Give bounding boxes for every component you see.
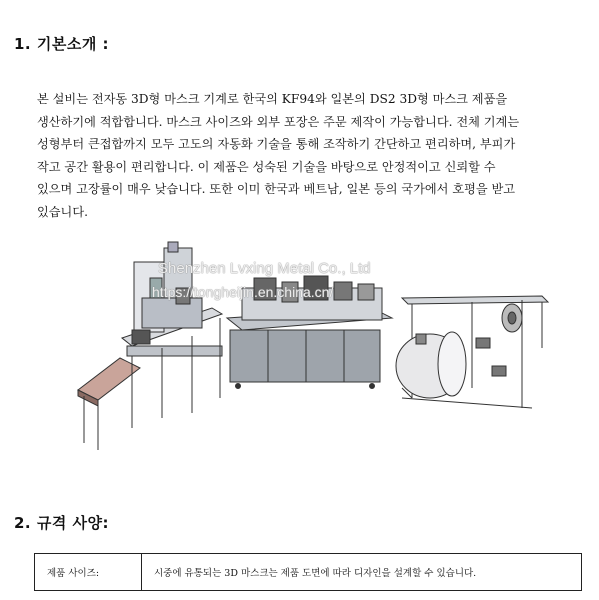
output-conveyor	[78, 358, 140, 450]
intro-line: 있으며 고장률이 매우 낮습니다. 또한 이미 한국과 베트남, 일본 등의 국가에서 호평을 받고	[37, 182, 516, 196]
spec-table	[34, 553, 582, 591]
intro-paragraph	[37, 88, 567, 223]
spec-value: 시중에 유통되는 3D 마스크는 제품 도면에 따라 디자인을 설계할 수 있습니다.	[142, 554, 582, 591]
intro-line: 본 설비는 전자동 3D형 마스크 기계로 한국의 KF94와 일본의 DS2 3D형 마스크 제품을	[37, 92, 508, 106]
table-row	[35, 554, 582, 591]
section-2-title: 2. 규격 사양:	[14, 514, 110, 532]
intro-line: 있습니다.	[37, 204, 88, 219]
spec-key: 제품 사이즈:	[35, 554, 142, 591]
fabric-unwind-stand	[396, 296, 548, 408]
intro-line: 성형부터 큰접합까지 모두 고도의 자동화 기술을 통해 조작하기 간단하고 편리하며, 부피가	[37, 137, 516, 151]
intro-line: 작고 공간 활용이 편리합니다. 이 제품은 성숙된 기술을 바탕으로 안정적이고 신뢰할 수	[37, 159, 496, 174]
watermark-company: Shenzhen Lvxing Metal Co., Ltd	[158, 260, 371, 277]
watermark-url: https://tongheijin.en.china.cn/	[152, 284, 334, 300]
section-1-title: 1. 기본소개 :	[14, 35, 110, 53]
intro-line: 생산하기에 적합합니다. 마스크 사이즈와 외부 포장은 주문 제작이 가능합니다. 전체 기계는	[37, 114, 520, 129]
